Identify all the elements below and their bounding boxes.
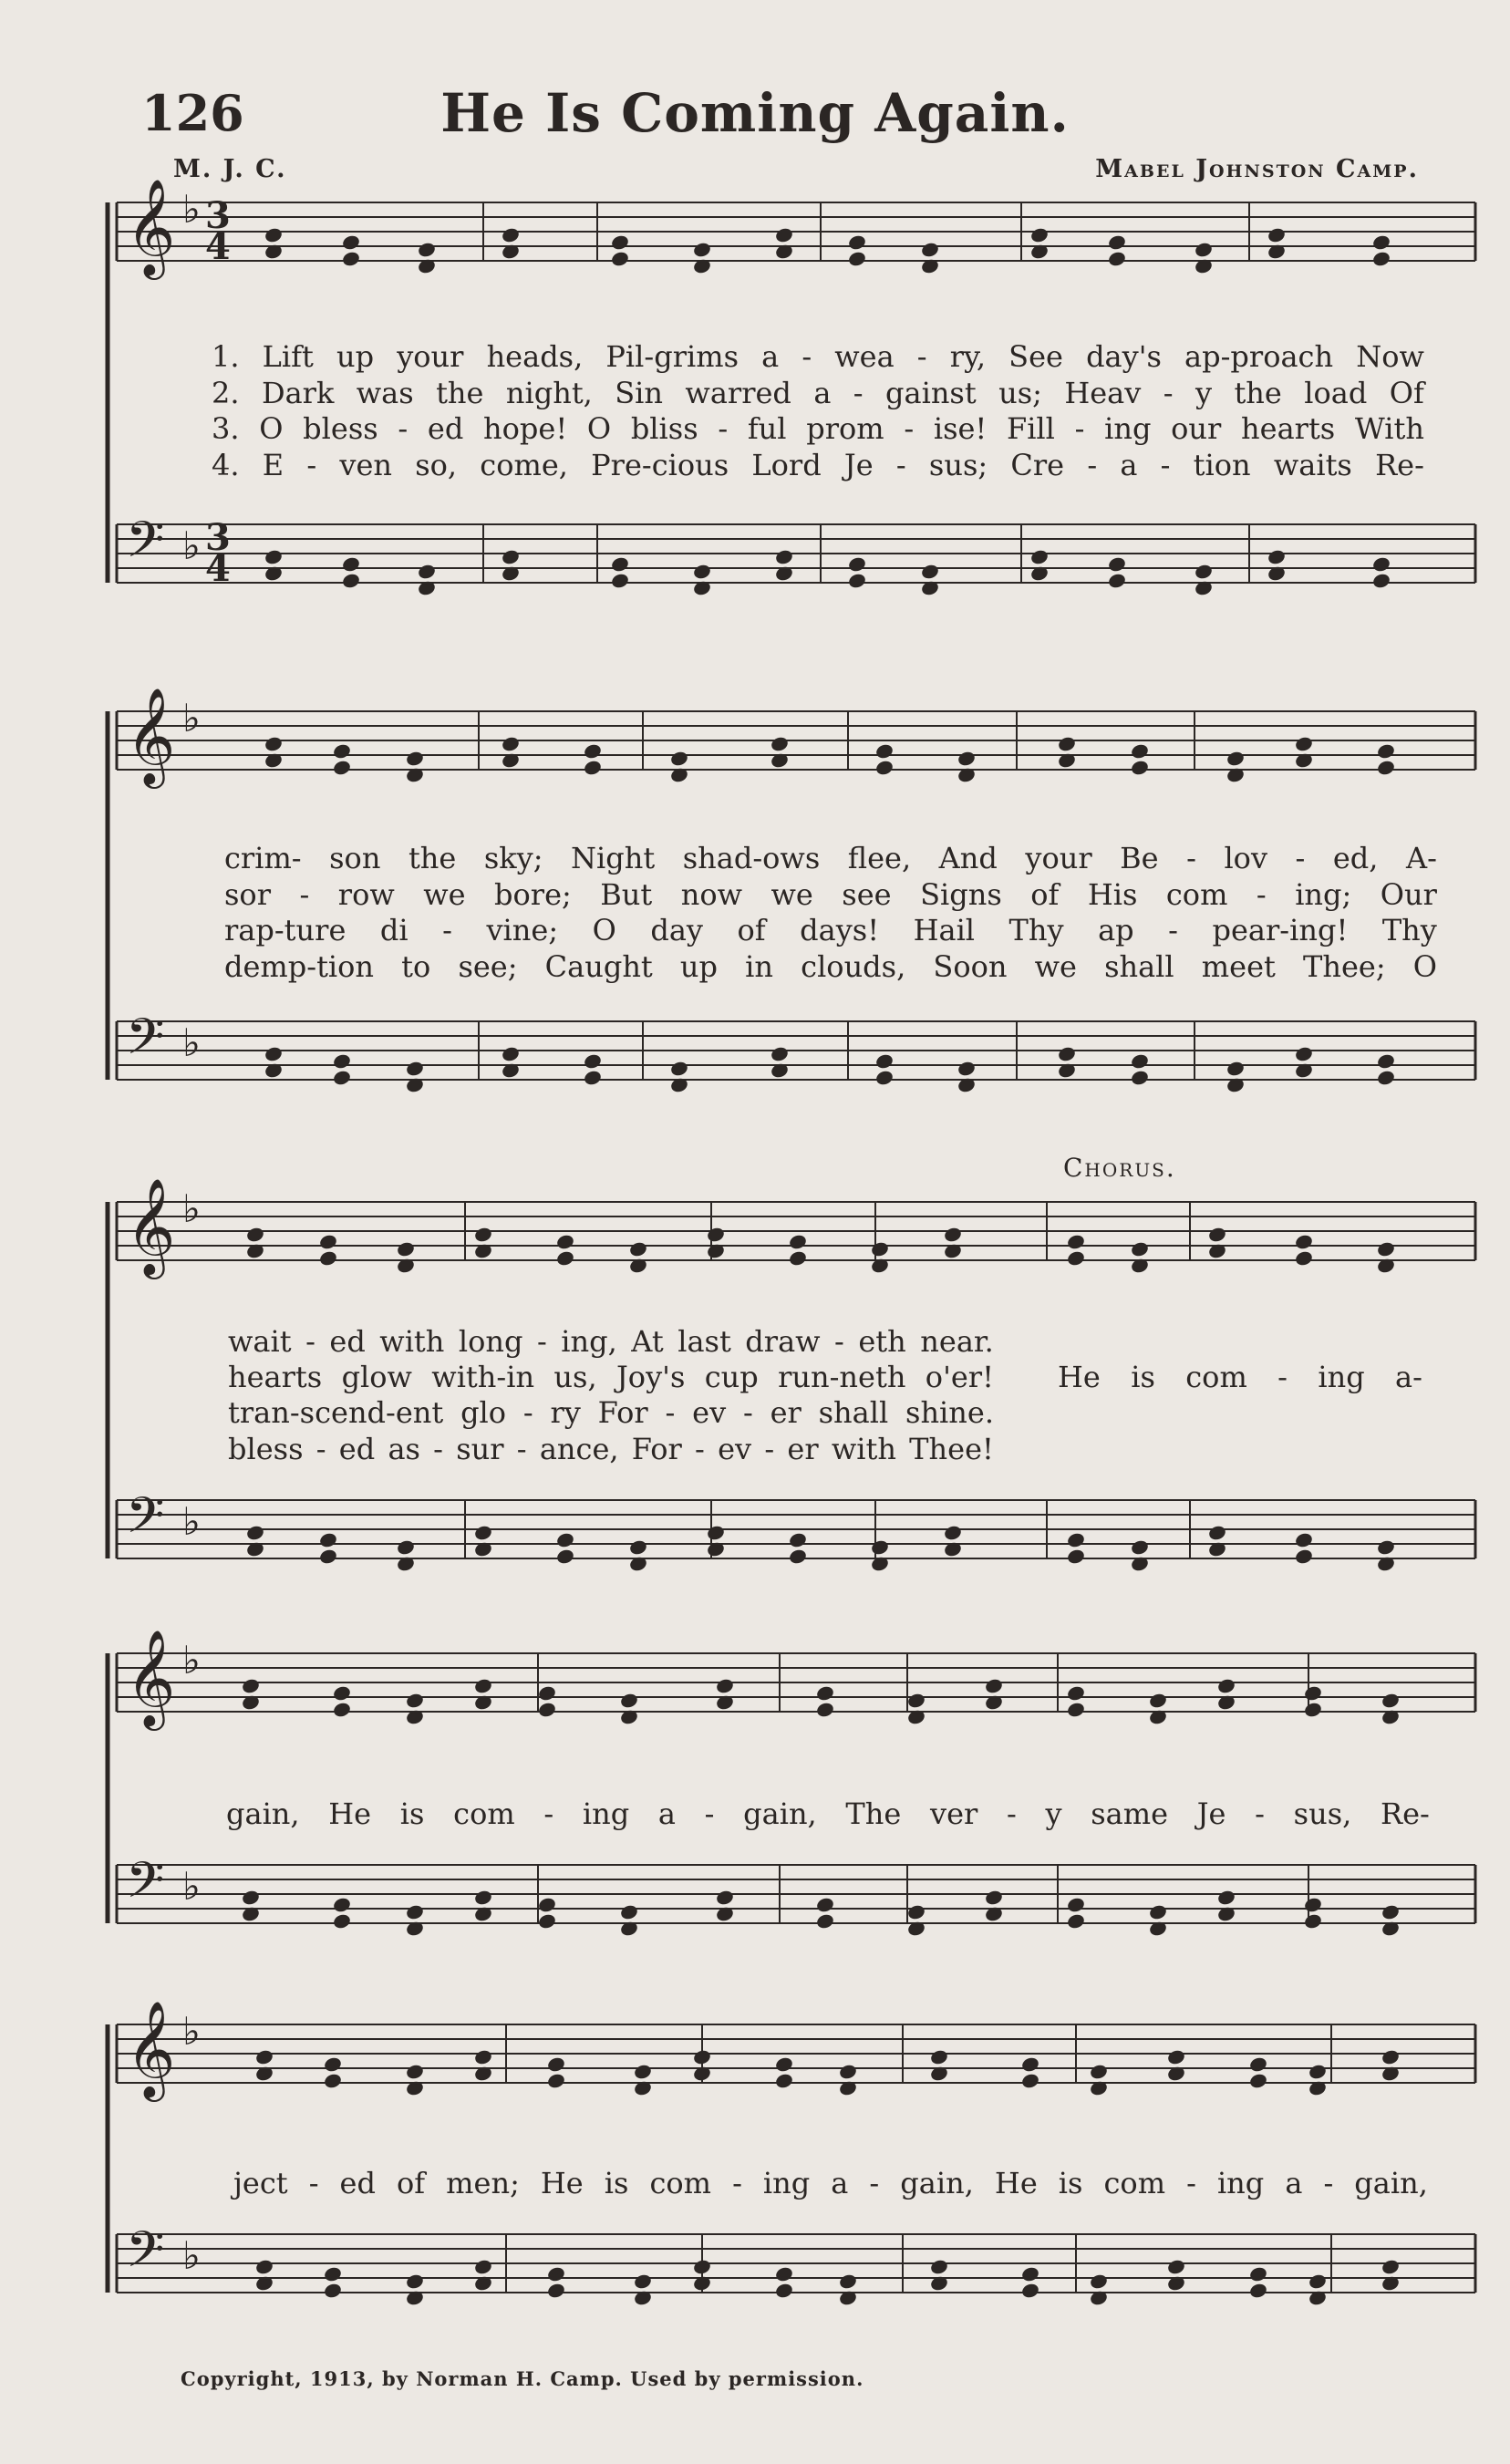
- bass-notes-4: [241, 1889, 1401, 1937]
- verse-3-line-1: 3. O bless - ed hope! O bliss - ful prom - ise! Fill - ing our hearts With: [212, 411, 1424, 446]
- bass-clef-icon: 𝄢: [126, 1851, 165, 1921]
- composer-credit: M. J. C.: [173, 155, 287, 183]
- time-signature-top: 3: [205, 194, 231, 237]
- treble-staff-4: [117, 1629, 1475, 1731]
- bass-staff-2: [117, 1008, 1475, 1080]
- treble-clef-icon: 𝄞: [126, 687, 176, 784]
- treble-clef-icon: 𝄞: [126, 2000, 176, 2097]
- time-signature-bottom: 4: [205, 547, 231, 590]
- hymn-title: He Is Coming Again.: [440, 82, 1070, 144]
- verse-3-line-3: tran-scend-ent glo - ry For - ev - er shall shine.: [228, 1395, 994, 1430]
- treble-staff-2: [117, 687, 1475, 789]
- verse-3-line-2: rap-ture di - vine; O day of days! Hail Thy ap - pear-ing! Thy: [224, 913, 1437, 947]
- treble-notes-3: [245, 1226, 1396, 1274]
- bass-notes-2: [264, 1045, 1396, 1093]
- flat-key-signature-icon: ♭: [182, 1864, 201, 1909]
- treble-staff-5: [117, 2000, 1475, 2102]
- flat-key-signature-icon: ♭: [182, 2009, 201, 2054]
- treble-notes-2: [264, 735, 1396, 783]
- treble-notes-1: [264, 226, 1391, 274]
- treble-notes-5: [254, 2048, 1401, 2096]
- chorus-line-2: gain, He is com - ing a - gain, The ver - y same Je - sus, Re-: [226, 1796, 1430, 1831]
- treble-notes-4: [241, 1677, 1401, 1725]
- treble-staff-1: [117, 178, 1475, 280]
- bass-notes-5: [254, 2258, 1401, 2306]
- copyright-notice: Copyright, 1913, by Norman H. Camp. Used by permission.: [181, 2367, 864, 2390]
- bass-staff-5: [117, 2221, 1475, 2293]
- hymn-number: 126: [141, 84, 244, 142]
- chorus-line-3: ject - ed of men; He is com - ing a - gain, He is com - ing a - gain,: [233, 2166, 1428, 2200]
- flat-key-signature-icon: ♭: [182, 696, 201, 740]
- bass-clef-icon: 𝄢: [126, 511, 165, 581]
- flat-key-signature-icon: ♭: [182, 187, 201, 232]
- verse-4-line-2: demp-tion to see; Caught up in clouds, Soon we shall meet Thee; O: [224, 949, 1437, 984]
- bass-clef-icon: 𝄢: [126, 1008, 165, 1078]
- time-signature-bottom: 4: [205, 225, 231, 268]
- bass-staff-3: [117, 1486, 1475, 1558]
- bass-staff-4: [117, 1851, 1475, 1923]
- verse-2-line-1: 2. Dark was the night, Sin warred a - gainst us; Heav - y the load Of: [212, 376, 1424, 410]
- flat-key-signature-icon: ♭: [182, 1638, 201, 1682]
- chorus-label: Chorus.: [1063, 1153, 1176, 1183]
- flat-key-signature-icon: ♭: [182, 1499, 201, 1544]
- verse-1-line-1: 1. Lift up your heads, Pil-grims a - wea - ry, See day's ap-proach Now: [212, 339, 1424, 374]
- treble-clef-icon: 𝄞: [126, 1629, 176, 1726]
- verse-4-line-1: 4. E - ven so, come, Pre-cious Lord Je - sus; Cre - a - tion waits Re-: [212, 448, 1424, 482]
- flat-key-signature-icon: ♭: [182, 1186, 201, 1231]
- bass-clef-icon: 𝄢: [126, 2221, 165, 2291]
- chorus-line-1: He is com - ing a-: [1058, 1360, 1422, 1394]
- verse-2-line-2: sor - row we bore; But now we see Signs of His com - ing; Our: [224, 877, 1437, 912]
- verse-1-line-3: wait - ed with long - ing, At last draw - eth near.: [228, 1324, 994, 1359]
- treble-clef-icon: 𝄞: [126, 178, 176, 275]
- bass-notes-3: [245, 1524, 1396, 1572]
- verse-4-line-3: bless - ed as - sur - ance, For - ev - er with Thee!: [228, 1432, 994, 1466]
- verse-2-line-3: hearts glow with-in us, Joy's cup run-neth o'er!: [228, 1360, 994, 1394]
- treble-clef-icon: 𝄞: [126, 1177, 176, 1275]
- flat-key-signature-icon: ♭: [182, 2233, 201, 2278]
- lyricist-credit: Mabel Johnston Camp.: [1095, 155, 1419, 183]
- bass-notes-1: [264, 548, 1391, 596]
- bass-clef-icon: 𝄢: [126, 1486, 165, 1557]
- flat-key-signature-icon: ♭: [182, 523, 201, 568]
- time-signature-top: 3: [205, 516, 231, 559]
- verse-1-line-2: crim- son the sky; Night shad-ows flee, And your Be - lov - ed, A-: [224, 841, 1437, 875]
- flat-key-signature-icon: ♭: [182, 1020, 201, 1065]
